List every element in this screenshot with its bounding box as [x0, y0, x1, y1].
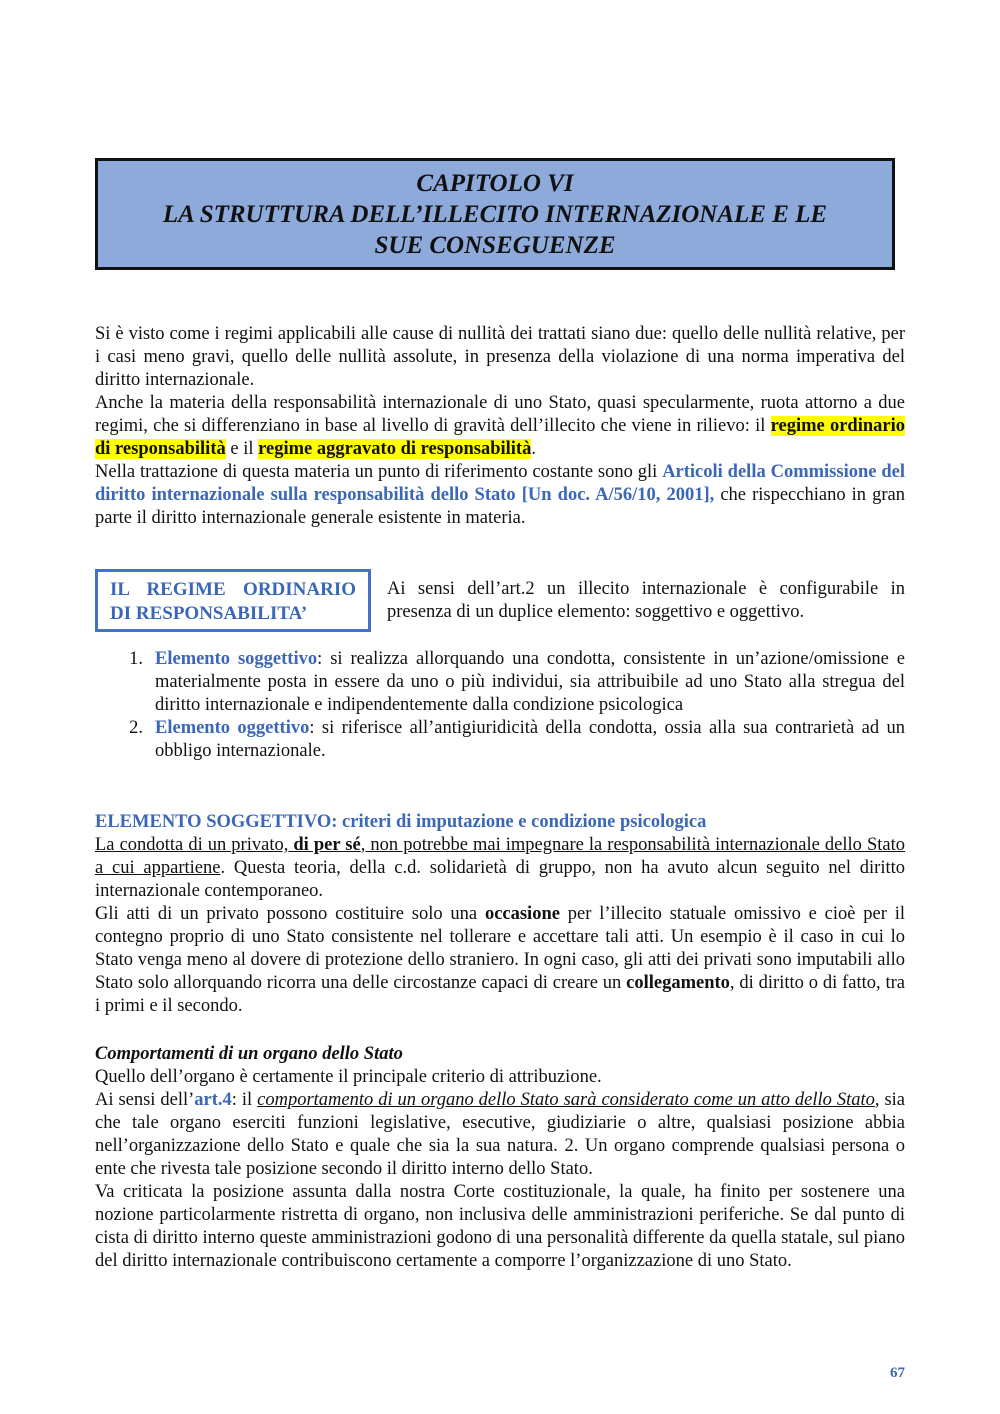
paragraph-text: per l’illecito statuale omissivo e cioè per il contegno proprio di uno Stato consistente nel tollerare e accettare tali atti. Un esempio è il caso in cui lo Stato venga meno al dovere di protezione dello straniero. In ogni caso, gli atti dei privati sono imputabili allo Stato solo allorquando ricorra una delle circostanze capaci di creare un: [95, 904, 906, 993]
section-heading-organo: Comportamenti di un organo dello Stato: [95, 1044, 403, 1064]
intro-p2-mid: e il: [225, 439, 259, 459]
page-number: 67: [890, 1365, 905, 1381]
article-reference: art.4: [194, 1090, 232, 1110]
list-number: 1.: [129, 649, 143, 669]
underlined-text-rest: , non potrebbe mai impegnare la responsabilità internazionale dello Stato a cui appartiene: [95, 835, 905, 878]
list-number: 2.: [129, 718, 143, 738]
section-intro-text: Ai sensi dell’art.2 un illecito internazionale è configurabile in presenza di un duplice elemento: soggettivo e oggettivo.: [387, 579, 905, 622]
paragraph-text: , sia che tale organo eserciti funzioni legislative, esecutive, giudiziarie o altre, qualsiasi posizione abbia nell’organizzazione dello Stato e quale che sia la sua natura. 2. Un organo comprende qualsiasi persona o ente che rivesta tale posizione secondo il diritto interno dello Stato.: [95, 1090, 905, 1179]
soggettivo-section: [95, 811, 905, 1018]
organo-section: [95, 1043, 905, 1273]
bold-term: collegamento: [626, 973, 730, 993]
intro-paragraph-3: [95, 461, 905, 530]
bold-term: occasione: [484, 904, 560, 924]
list-term: Elemento oggettivo: [155, 718, 310, 738]
chapter-number: CAPITOLO VI: [416, 169, 574, 197]
paragraph-text: Ai sensi dell’: [95, 1090, 195, 1110]
soggettivo-paragraph-1: [95, 834, 905, 903]
elements-list: [95, 648, 905, 763]
highlight-regime-ordinario: regime ordinario di responsabilità: [95, 416, 905, 459]
articoli-reference: Articoli della Commissione del diritto internazionale sulla responsabilità dello Stato [Un doc. A/56/10, 2001],: [95, 462, 905, 505]
highlight-regime-aggravato: regime aggravato di responsabilità: [258, 439, 532, 459]
section-title-box: IL REGIME ORDINARIO DI RESPONSABILITA’: [95, 569, 371, 632]
article-quote: comportamento di un organo dello Stato sarà considerato come un atto dello Stato: [257, 1090, 875, 1110]
paragraph-text: Gli atti di un privato possono costituire solo una: [95, 904, 485, 924]
underlined-text: La condotta di un privato,: [95, 835, 294, 855]
organo-paragraph-2: [95, 1089, 905, 1181]
intro-paragraph-1: Si è visto come i regimi applicabili alle cause di nullità dei trattati siano due: quello delle nullità relative, per i casi meno gravi, quello delle nullità assolute, in presenza della violazione di una norma imperativa del diritto internazionale.: [95, 324, 905, 390]
list-item: [95, 717, 905, 763]
list-text: : si realizza allorquando una condotta, consistente in un’azione/omissione e materialmente posta in essere da uno o più individui, sia attribuibile ad uno Stato alla stregua del diritto internazionale e indipendentemente dalla condizione psicologica: [155, 649, 905, 715]
list-item-body: [155, 717, 905, 763]
list-text: : si riferisce all’antigiuridicità della condotta, ossia alla sua contrarietà ad un obbligo internazionale.: [155, 718, 905, 761]
paragraph-text: . Questa teoria, della c.d. solidarietà di gruppo, non ha avuto alcun seguito nel diritto internazionale contemporaneo.: [95, 858, 905, 901]
organo-paragraph-3: Va criticata la posizione assunta dalla nostra Corte costituzionale, la quale, ha finito per sostenere una nozione particolarmente ristretta di organo, non inclusiva delle amministrazioni periferiche. Se dal punto di cista di diritto interno queste amministrazioni godono di una personalità differente da quella statale, sul piano del diritto internazionale contribuiscono certamente a comporre l’organizzazione di uno Stato.: [95, 1182, 905, 1271]
section-heading-soggettivo: ELEMENTO SOGGETTIVO: criteri di imputazione e condizione psicologica: [95, 812, 707, 832]
soggettivo-paragraph-2: [95, 903, 905, 1018]
paragraph-text: : il: [231, 1090, 258, 1110]
organo-paragraph-1: Quello dell’organo è certamente il principale criterio di attribuzione.: [95, 1067, 602, 1087]
intro-p2-text: Anche la materia della responsabilità internazionale di uno Stato, quasi specularmente, ruota attorno a due regimi, che si differenziano in base al livello di gravità dell’illecito che viene in rilievo: il: [95, 393, 905, 436]
list-term: Elemento soggettivo: [155, 649, 318, 669]
chapter-title-line1: LA STRUTTURA DELL’ILLECITO INTERNAZIONALE E LE: [162, 200, 828, 228]
list-item: [95, 648, 905, 717]
intro-section: [95, 323, 905, 530]
intro-p3-text: Nella trattazione di questa materia un punto di riferimento costante sono gli: [95, 462, 663, 482]
intro-paragraph-2: [95, 392, 905, 461]
chapter-title-box: [95, 158, 895, 270]
bold-term: di per sé: [293, 835, 361, 855]
intro-p2-end: .: [531, 439, 536, 459]
intro-p3-end: che rispecchiano in gran parte il diritto internazionale generale esistente in materia.: [95, 485, 905, 528]
chapter-title-line2: SUE CONSEGUENZE: [374, 231, 616, 259]
paragraph-text: , di diritto o di fatto, tra i primi e il secondo.: [95, 973, 905, 1016]
list-item-body: [155, 648, 905, 717]
